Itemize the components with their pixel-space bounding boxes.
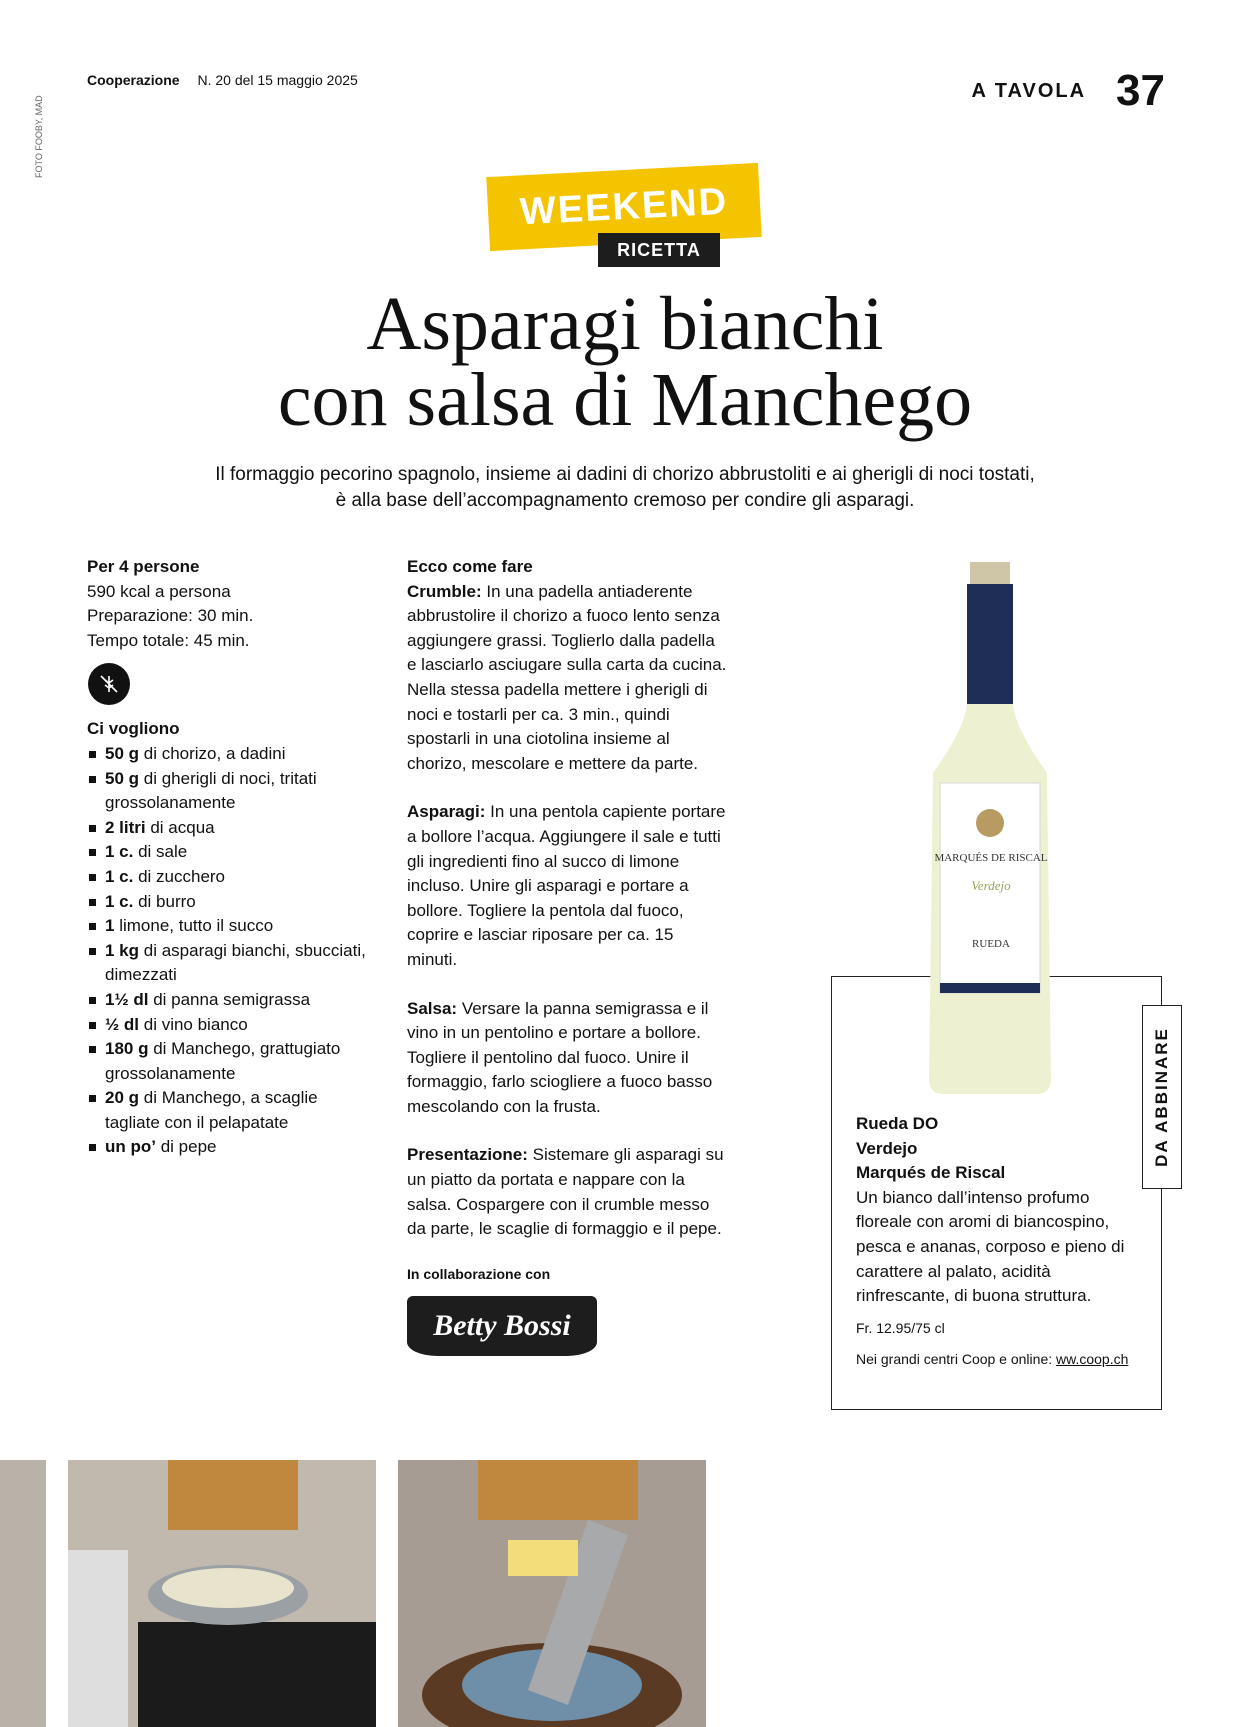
method-step: Salsa: Versare la panna semigrassa e il vino in un pentolino e portare a bollore. Togliere il pentolino dal fuoco. Unire il formaggio, farlo sciogliere a fuoco basso mescolando con la frusta. — [407, 998, 713, 1116]
wine-name: Verdejo — [856, 1138, 918, 1158]
list-item: 1 c. di sale — [87, 840, 377, 865]
ricetta-badge: RICETTA — [598, 233, 720, 267]
ingredients-list — [87, 742, 377, 1160]
list-item: 1 kg di asparagi bianchi, sbucciati, dimezzati — [87, 939, 377, 988]
magazine-name: Cooperazione — [87, 72, 180, 88]
method-step: Asparagi: In una pentola capiente portare a bollore l’acqua. Aggiungere il sale e tutti gli ingredienti fino al succo di limone incluso. Unire gli asparagi e portare a bollore. Togliere la pentola dal fuoco, coprire e lasciar riposare per ca. 15 minuti. — [407, 802, 726, 969]
bottle-label-region: RUEDA — [972, 938, 1010, 950]
wine-availability: Nei grandi centri Coop e online: ww.coop.ch — [856, 1350, 1129, 1367]
wine-name: Marqués de Riscal — [856, 1163, 1006, 1183]
ingredients-column — [87, 555, 377, 1160]
wine-notes: Un bianco dall’intenso profumo floreale con aromi di biancospino, pesca e ananas, corposo e pieno di carattere al palato, acidità rinfrescante, di buona struttura. — [856, 1187, 1125, 1306]
recipe-title: Asparagi bianchi con salsa di Manchego — [277, 282, 973, 442]
prep-time: Preparazione: 30 min. — [87, 606, 254, 626]
recipe-lead: Il formaggio pecorino spagnolo, insieme ai dadini di chorizo abbrustoliti e ai gherigli di noci tostati, è alla base dell’accompagnamento cremoso per condire gli asparagi. — [215, 464, 1035, 511]
bottle-label-variety: Verdejo — [971, 878, 1011, 893]
wine-price: Fr. 12.95/75 cl — [856, 1319, 945, 1336]
coop-link[interactable]: ww.coop.ch — [1056, 1350, 1129, 1367]
da-abbinare-tag: DA ABBINARE — [1142, 1005, 1182, 1189]
list-item: ½ dl di vino bianco — [87, 1013, 377, 1038]
betty-bossi-logo: Betty Bossi — [407, 1296, 597, 1356]
list-item: 20 g di Manchego, a scaglie tagliate con il pelapatate — [87, 1086, 377, 1135]
kcal: 590 kcal a persona — [87, 581, 231, 601]
wine-name: Rueda DO — [856, 1114, 939, 1133]
list-item: un po’ di pepe — [87, 1135, 377, 1160]
servings: Per 4 persone — [87, 557, 200, 576]
step-photo-sauce — [68, 1460, 376, 1727]
total-time: Tempo totale: 45 min. — [87, 630, 250, 650]
method-column — [407, 555, 727, 1356]
list-item: 1 limone, tutto il succo — [87, 914, 377, 939]
page-number: 37 — [1116, 66, 1165, 115]
bottle-label-brand: MARQUÉS DE RISCAL — [934, 852, 1048, 864]
list-item: 2 litri di acqua — [87, 816, 377, 841]
ingredients-heading: Ci vogliono — [87, 719, 180, 739]
wine-bottle-image — [915, 558, 1065, 1098]
list-item: 50 g di chorizo, a dadini — [87, 742, 377, 767]
issue-info: N. 20 del 15 maggio 2025 — [197, 72, 358, 88]
photo-credit: FOTO FOOBY, MAD — [34, 95, 44, 178]
list-item: 1 c. di zucchero — [87, 865, 377, 890]
method-step: Presentazione: Sistemare gli asparagi su un piatto da portata e nappare con la salsa. Cospargere con il crumble messo da parte, le scaglie di formaggio e il pepe. — [407, 1145, 724, 1239]
list-item: 50 g di gherigli di noci, tritati grossolanamente — [87, 767, 377, 816]
list-item: 1½ dl di panna semigrassa — [87, 988, 377, 1013]
page-header-left — [87, 72, 358, 88]
method-heading: Ecco come fare — [407, 557, 533, 576]
wine-description — [856, 1112, 1146, 1369]
step-photo-grater — [398, 1460, 706, 1727]
weekend-badge: WEEKEND — [486, 163, 762, 251]
list-item: 180 g di Manchego, grattugiato grossolanamente — [87, 1037, 377, 1086]
page-header-right — [972, 66, 1165, 116]
collab-label: In collaborazione con — [407, 1265, 551, 1282]
step-photo-edge — [0, 1460, 46, 1727]
list-item: 1 c. di burro — [87, 890, 377, 915]
gluten-free-icon — [88, 663, 130, 705]
section-name: A TAVOLA — [971, 79, 1087, 102]
method-step: Crumble: In una padella antiaderente abbrustolire il chorizo a fuoco lento senza aggiungere grassi. Toglierlo dalla padella e lasciarlo asciugare sulla carta da cucina. Nella stessa padella mettere i gherigli di noci e tostarli per ca. 3 min., quindi spostarli in una ciotolina insieme al chorizo, mescolare e mettere da parte. — [407, 581, 727, 773]
